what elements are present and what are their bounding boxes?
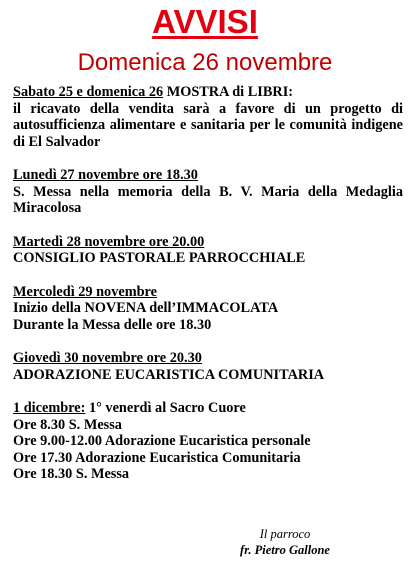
notice-heading [13,400,403,417]
notice-date: Giovedì 30 novembre ore 20.30 [13,350,202,366]
notice-date: Lunedì 27 novembre ore 18.30 [13,167,198,183]
notice-adoration [13,350,403,383]
notice-line: Ore 18.30 S. Messa [13,466,130,482]
notice-date: 1 dicembre: [13,400,86,416]
notice-date: Sabato 25 e domenica 26 [13,84,164,100]
notice-line: il ricavato della vendita sarà a favore di un progetto di autosufficienza alimentare e sanitaria per le comunità indigene di El Salvador [13,100,403,150]
signature-role: Il parroco [259,527,311,541]
notice-heading [13,167,403,184]
page-title [0,2,410,42]
notice-heading [13,284,403,301]
notice-heading [13,234,403,251]
signature [220,526,350,558]
notice-inline-text: 1° venerdì al Sacro Cuore [85,400,246,416]
notice-line: Durante la Messa delle ore 18.30 [13,316,212,333]
notice-line: Ore 8.30 S. Messa [13,416,122,433]
signature-name: fr. Pietro Gallone [240,543,330,557]
page-subtitle: Domenica 26 novembre [77,49,333,76]
notice-inline-text: MOSTRA di LIBRI: [163,84,294,100]
notice-novena [13,284,403,334]
notice-pastoral-council [13,234,403,267]
notice-line: ADORAZIONE EUCARISTICA COMUNITARIA [13,366,325,383]
notice-book-fair [13,84,403,150]
notice-heading [13,350,403,367]
notice-line: Ore 17.30 Adorazione Eucaristica Comunitaria [13,449,301,466]
notice-heading [13,84,403,101]
notice-line: Inizio della NOVENA dell’IMMACOLATA [13,300,279,316]
notice-line: S. Messa nella memoria della B. V. Maria della Medaglia Miracolosa [13,183,403,216]
notice-monday-mass [13,167,403,217]
notice-date: Martedì 28 novembre ore 20.00 [13,233,205,250]
notices-list [13,84,403,500]
notice-date: Mercoledì 29 novembre [13,283,157,300]
title-text: AVVISI [152,3,258,40]
notice-first-friday [13,400,403,483]
notice-line: Ore 9.00-12.00 Adorazione Eucaristica personale [13,433,311,449]
notice-line: CONSIGLIO PASTORALE PARROCCHIALE [13,250,306,266]
